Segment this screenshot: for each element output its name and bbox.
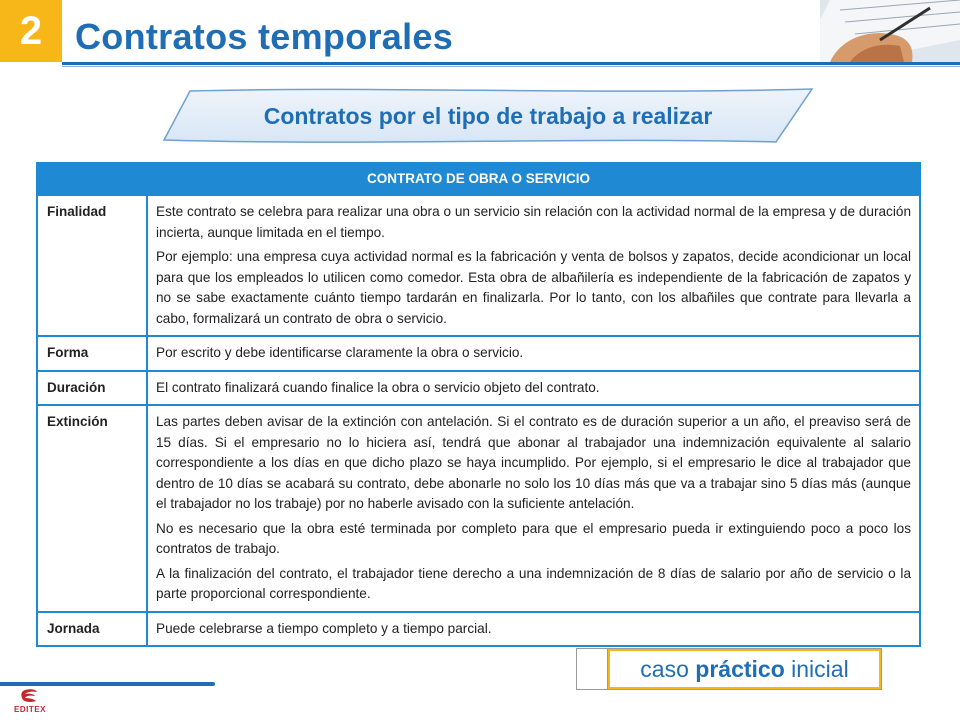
row-body: [148, 613, 919, 646]
row-body: [148, 372, 919, 405]
row-label: Extinción: [38, 406, 148, 611]
row-body: [148, 406, 919, 611]
page-title: Contratos temporales: [75, 16, 454, 57]
table-row-jornada: [38, 611, 919, 646]
practice-case-button[interactable]: [576, 648, 882, 690]
row-paragraph: Puede celebrarse a tiempo completo y a tiempo parcial.: [156, 620, 492, 636]
row-paragraph: Las partes deben avisar de la extinción con antelación. Si el contrato es de duración superior a un año, el preaviso será de 15 días. Si el empresario no lo hiciera así, tendrá que abonar al trabajador una indemnización equivalente al salario correspondiente a los días en que dicho plazo se haya incumplido. Por ejemplo, si el empresario le dice al trabajador que dentro de 10 días se acabará su contrato, debe abonarle no solo los 10 días más que va a trabajar sino 5 días más (aunque el trabajador no los trabaje) por no haberle avisado con la suficiente antelación.: [156, 414, 911, 511]
row-paragraph: El contrato finalizará cuando finalice la obra o servicio objeto del contrato.: [156, 379, 600, 395]
editex-logo-icon: [20, 688, 40, 704]
footer-rule: [0, 682, 215, 686]
row-body: [148, 196, 919, 335]
header-rule: [62, 62, 960, 65]
row-label: Forma: [38, 337, 148, 370]
editex-logo-text: EDITEX: [14, 705, 46, 714]
row-paragraph: No es necesario que la obra esté terminada por completo para que el empresario pueda ir extinguiendo poco a poco los contratos de trabajo.: [156, 520, 911, 556]
row-paragraph: Por ejemplo: una empresa cuya actividad normal es la fabricación y venta de bolsos y zapatos, decide acondicionar un local para que los empleados lo utilicen como comedor. Esta obra de albañilería es independiente de la fabricación de zapatos y no se sabe exactamente cuánto tiempo tardarán en finalizarla. Por lo tanto, con los albañiles que contrate para llevarla a cabo, formalizará un contrato de obra o servicio.: [156, 249, 911, 326]
row-body: [148, 337, 919, 370]
row-label: Duración: [38, 372, 148, 405]
practice-case-square: [577, 649, 608, 689]
chapter-number-badge: 2: [0, 0, 62, 62]
row-paragraph: Este contrato se celebra para realizar una obra o un servicio sin relación con la actividad normal de la empresa y de duración incierta, aunque limitada en el tiempo.: [156, 204, 911, 240]
row-paragraph: Por escrito y debe identificarse claramente la obra o servicio.: [156, 345, 524, 360]
table-row-forma: [38, 335, 919, 370]
table-row-finalidad: [38, 194, 919, 335]
header-rule-thin: [62, 66, 960, 67]
practice-prefix: caso: [640, 655, 689, 682]
header-photo-hand-writing: [820, 0, 960, 62]
section-banner: [162, 88, 814, 144]
practice-case-label: [610, 651, 879, 687]
table-row-duracion: [38, 370, 919, 405]
table-heading: CONTRATO DE OBRA O SERVICIO: [38, 164, 919, 194]
practice-suffix: inicial: [791, 655, 849, 682]
section-title: Contratos por el tipo de trabajo a realizar: [263, 102, 713, 129]
table-row-extincion: [38, 404, 919, 611]
row-paragraph: A la finalización del contrato, el trabajador tiene derecho a una indemnización de 8 días de salario por año de servicio o la parte proporcional correspondiente.: [156, 565, 911, 601]
row-label: Finalidad: [38, 196, 148, 335]
row-label: Jornada: [38, 613, 148, 646]
practice-emphasis: práctico: [695, 655, 785, 682]
editex-logo: [10, 688, 50, 718]
contract-table: [36, 162, 921, 647]
